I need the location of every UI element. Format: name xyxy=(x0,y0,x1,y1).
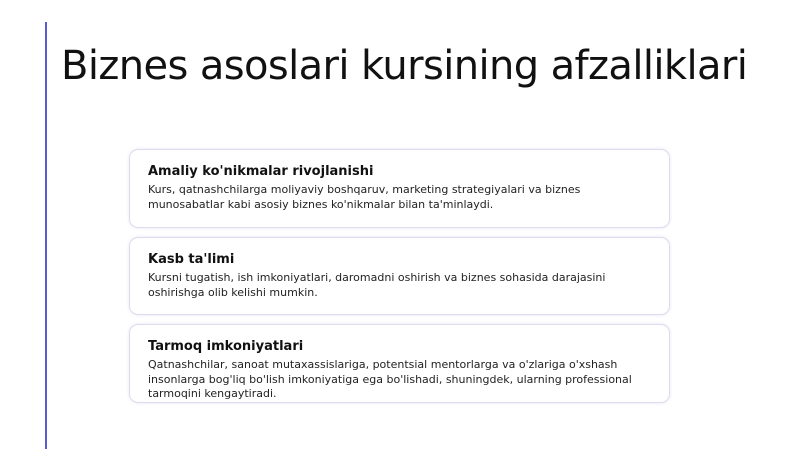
card-heading: Kasb ta'limi xyxy=(148,252,235,267)
card-heading: Tarmoq imkoniyatlari xyxy=(148,339,304,354)
card-text: Kurs, qatnashchilarga moliyaviy boshqaruv, marketing strategiyalari va biznes munosabatlar kabi asosiy biznes ko'nikmalar bilan ta'minlaydi. xyxy=(148,183,581,211)
benefit-cards xyxy=(129,149,670,412)
benefit-card-practical-skills xyxy=(129,149,670,228)
card-heading: Amaliy ko'nikmalar rivojlanishi xyxy=(148,164,374,179)
card-text: Qatnashchilar, sanoat mutaxassislariga, potentsial mentorlarga va o'zlariga o'xshash insonlarga bog'liq bo'lish imkoniyatiga ega bo'lishadi, shuningdek, ularning professional tarmoqini kengaytiradi. xyxy=(148,358,632,400)
accent-line xyxy=(45,22,47,449)
card-text: Kursni tugatish, ish imkoniyatlari, daromadni oshirish va biznes sohasida darajasini oshirishga olib kelishi mumkin. xyxy=(148,271,606,299)
benefit-card-career-education xyxy=(129,237,670,315)
benefit-card-networking xyxy=(129,324,670,403)
slide-title: Biznes asoslari kursining afzalliklari xyxy=(61,43,748,89)
